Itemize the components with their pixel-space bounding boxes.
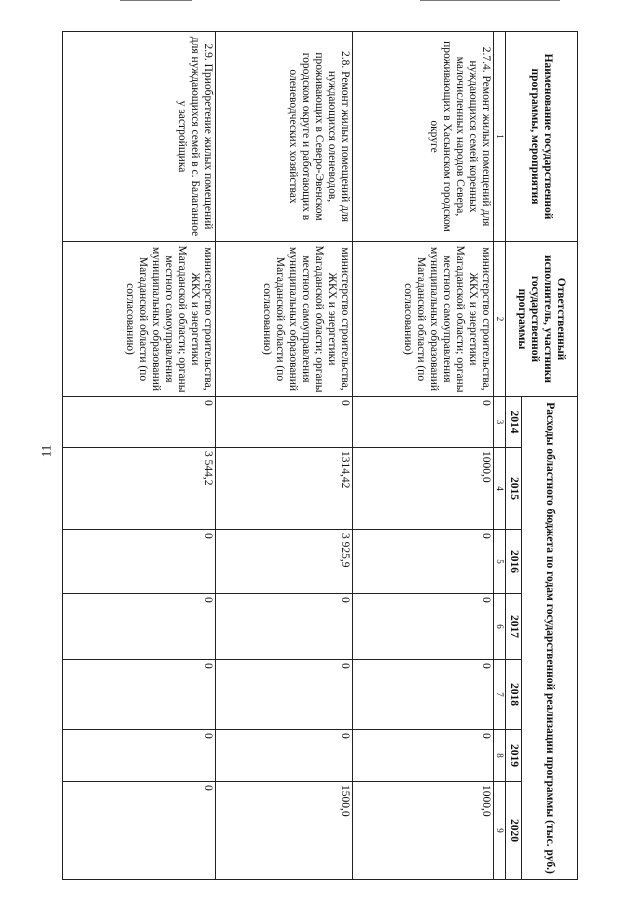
row-executor-cell: министерство строительства, ЖКХ и энергетики Магаданской области; органы местного самоуправления муниципальных образований Магаданской области (по согласованию) (216, 242, 353, 397)
row-value-cell: 0 (63, 782, 216, 880)
index-cell: 2 (494, 242, 505, 397)
scan-edge-line-right (420, 0, 560, 1)
row-name-cell: 2.9. Приобретение жилых помещений для нуждающихся семей в с. Балаганное у застройщика (63, 32, 216, 242)
row-value-cell: 1000,0 (352, 448, 494, 530)
index-cell: 8 (494, 730, 505, 782)
header-year: 2015 (505, 448, 522, 530)
row-value-cell: 0 (352, 660, 494, 730)
row-value-cell: 0 (352, 397, 494, 448)
index-cell: 9 (494, 782, 505, 880)
row-value-cell: 0 (352, 530, 494, 594)
row-value-cell: 3 544,2 (63, 448, 216, 530)
header-row (522, 32, 578, 880)
header-year: 2017 (505, 594, 522, 660)
row-value-cell: 0 (352, 730, 494, 782)
budget-table (62, 31, 578, 880)
row-value-cell: 0 (63, 594, 216, 660)
header-name: Наименование государственной программы, мероприятия (505, 32, 577, 242)
index-cell: 5 (494, 530, 505, 594)
row-value-cell: 3 925,9 (216, 530, 353, 594)
row-value-cell: 0 (63, 530, 216, 594)
scan-edge-line-left (120, 0, 192, 1)
row-value-cell: 1314,42 (216, 448, 353, 530)
header-executor: Ответственный исполнитель, участники государственной программы (505, 242, 577, 397)
header-expenses: Расходы областного бюджета по годам государственной реализации программы (тыс. руб.) (522, 397, 578, 880)
index-cell: 6 (494, 594, 505, 660)
row-value-cell: 0 (216, 730, 353, 782)
row-value-cell: 0 (63, 660, 216, 730)
row-value-cell: 0 (216, 660, 353, 730)
row-value-cell: 0 (216, 594, 353, 660)
table-row (352, 32, 494, 880)
header-year: 2016 (505, 530, 522, 594)
row-executor-cell: министерство строительства, ЖКХ и энергетики Магаданской области; органы местного самоуправления муниципальных образований Магаданской области (по согласованию) (352, 242, 494, 397)
table-row (216, 32, 353, 880)
row-value-cell: 0 (216, 397, 353, 448)
row-value-cell: 0 (63, 397, 216, 448)
index-cell: 3 (494, 397, 505, 448)
page-number: 11 (38, 444, 54, 458)
index-cell: 7 (494, 660, 505, 730)
header-year: 2018 (505, 660, 522, 730)
row-name-cell: 2.7.4. Ремонт жилых помещений для нуждающихся семей коренных малочисленных народов Севера, проживающих в Хасынском городском округе (352, 32, 494, 242)
row-name-cell: 2.8. Ремонт жилых помещений для нуждающихся оленеводов, проживающих в Северо-Эвенском городском округе и работающих в оленеводческих хозяйствах (216, 32, 353, 242)
row-value-cell: 0 (352, 594, 494, 660)
budget-table-rotated (62, 31, 578, 879)
table-row (63, 32, 216, 880)
header-year: 2019 (505, 730, 522, 782)
row-executor-cell: министерство строительства, ЖКХ и энергетики Магаданской области; органы местного самоуправления муниципальных образований Магаданской области (по согласованию) (63, 242, 216, 397)
header-year: 2014 (505, 397, 522, 448)
index-row (494, 32, 505, 880)
header-year: 2020 (505, 782, 522, 880)
row-value-cell: 1000,0 (352, 782, 494, 880)
index-cell: 4 (494, 448, 505, 530)
index-cell: 1 (494, 32, 505, 242)
row-value-cell: 0 (63, 730, 216, 782)
row-value-cell: 1500,0 (216, 782, 353, 880)
